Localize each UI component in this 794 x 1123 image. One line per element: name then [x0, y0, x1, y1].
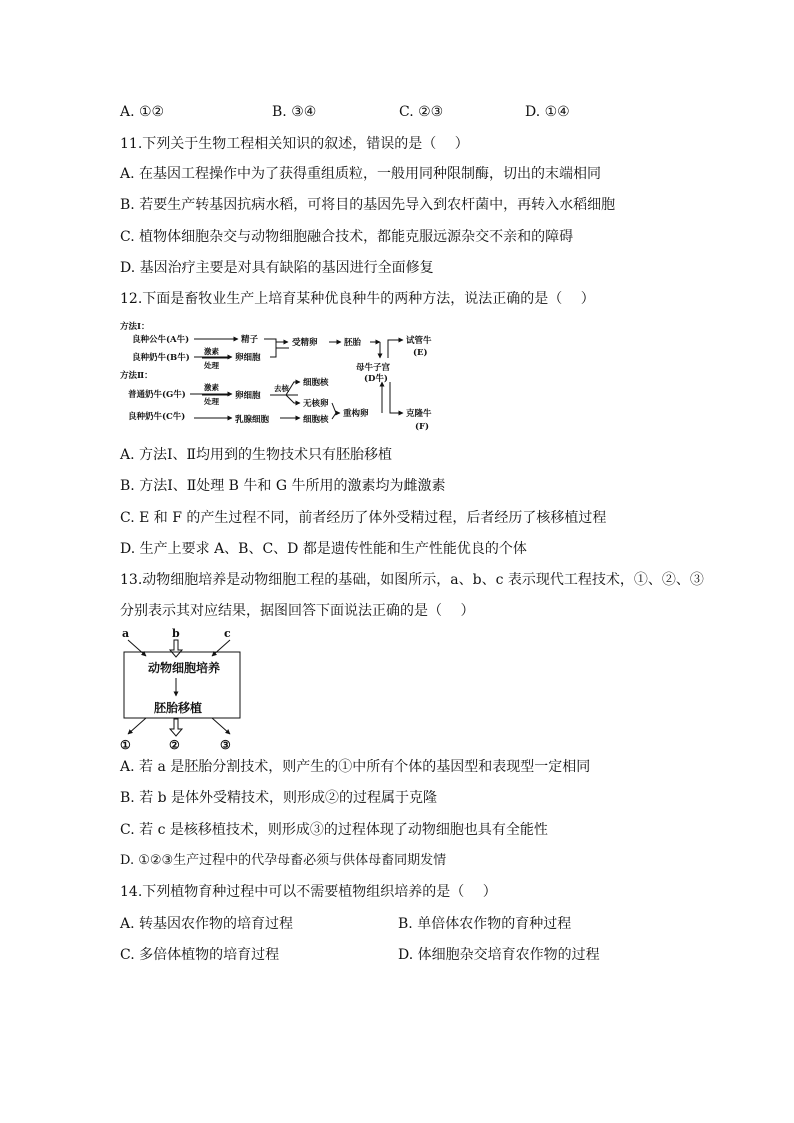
q10-option-c: C. ②③	[399, 104, 444, 120]
embryo-transfer-label: 胚胎移植	[154, 701, 203, 715]
testtube-e-label: (E)	[413, 348, 428, 358]
q12-option-b: B. 方法Ⅰ、Ⅱ处理 B 牛和 G 牛所用的激素均为雌激素	[120, 478, 446, 494]
q14-option-b: B. 单倍体农作物的育种过程	[398, 916, 572, 932]
egg-label-1: 卵细胞	[235, 353, 261, 363]
q11-option-d: D. 基因治疗主要是对具有缺陷的基因进行全面修复	[120, 260, 434, 276]
q12-option-a: A. 方法Ⅰ、Ⅱ均用到的生物技术只有胚胎移植	[120, 447, 393, 463]
animal-cell-culture-label: 动物细胞培养	[148, 661, 221, 675]
nucleus-label-2: 细胞核	[303, 415, 329, 425]
q11-option-b: B. 若要生产转基因抗病水稻，可将目的基因先导入到农杆菌中，再转入水稻细胞	[120, 197, 616, 213]
q14-option-d: D. 体细胞杂交培育农作物的过程	[398, 947, 600, 963]
q10-option-a: A. ①②	[120, 104, 165, 120]
q10-option-b: B. ③④	[272, 104, 317, 120]
q13-option-b: B. 若 b 是体外受精技术，则形成②的过程属于克隆	[120, 790, 438, 806]
remove-nucleus-label: 去核	[274, 384, 289, 393]
label-c: c	[224, 627, 231, 640]
hormone-label-1: 激素	[204, 347, 219, 356]
uterus-label: 母牛子宫	[356, 363, 391, 373]
testtube-label: 试管牛	[406, 336, 432, 346]
q13-option-c: C. 若 c 是核移植技术，则形成③的过程体现了动物细胞也具有全能性	[120, 822, 548, 838]
q11-option-c: C. 植物体细胞杂交与动物细胞融合技术，都能克服远源杂交不亲和的障碍	[120, 229, 574, 245]
clone-f-label: (F)	[415, 422, 430, 432]
result-2-label: ②	[169, 738, 180, 752]
cow-g-label: 普通奶牛(G牛)	[128, 390, 186, 400]
q12-option-d: D. 生产上要求 A、B、C、D 都是遗传性能和生产性能优良的个体	[120, 541, 527, 557]
q12-option-c: C. E 和 F 的产生过程不同，前者经历了体外受精过程，后者经历了核移植过程	[120, 510, 607, 526]
q13-stem-line1: 13.动物细胞培养是动物细胞工程的基础，如图所示，a、b、c 表示现代工程技术，①、②、③	[120, 572, 704, 588]
result-1-label: ①	[120, 738, 131, 752]
bull-a-label: 良种公牛(A牛)	[132, 335, 190, 345]
fertilized-egg-label: 受精卵	[292, 338, 318, 348]
q11-stem: 11.下列关于生物工程相关知识的叙述，错误的是（ ）	[120, 136, 469, 152]
method1-label: 方法Ⅰ：	[120, 322, 150, 332]
egg-label-2: 卵细胞	[235, 391, 261, 401]
enucleated-egg-label: 无核卵	[303, 399, 329, 409]
q14-option-a: A. 转基因农作物的培育过程	[120, 916, 294, 932]
cow-c-label: 良种奶牛(C牛)	[128, 412, 186, 422]
treat-label-2: 处理	[204, 397, 219, 406]
embryo-label: 胚胎	[344, 338, 362, 348]
q12-breeding-diagram	[118, 318, 448, 436]
hormone-label-2: 激素	[204, 383, 219, 392]
clone-label: 克隆牛	[406, 409, 432, 419]
q13-cell-culture-diagram	[118, 626, 248, 754]
method2-label: 方法Ⅱ：	[120, 371, 153, 381]
cow-b-label: 良种奶牛(B牛)	[132, 353, 190, 363]
q11-option-a: A. 在基因工程操作中为了获得重组质粒，一般用同种限制酶，切出的末端相同	[120, 166, 602, 182]
q13-stem-line2: 分别表示其对应结果，据图回答下面说法正确的是（ ）	[120, 603, 475, 619]
label-b: b	[172, 627, 180, 640]
result-3-label: ③	[220, 738, 231, 752]
q10-option-d: D. ①④	[525, 104, 570, 120]
reconstructed-egg-label: 重构卵	[343, 409, 369, 419]
sperm-label: 精子	[241, 335, 259, 345]
q13-option-a: A. 若 a 是胚胎分割技术，则产生的①中所有个体的基因型和表现型一定相同	[120, 759, 591, 775]
q14-option-c: C. 多倍体植物的培育过程	[120, 947, 280, 963]
cow-d-label: (D牛)	[364, 374, 388, 384]
q14-stem: 14.下列植物育种过程中可以不需要植物组织培养的是（ ）	[120, 884, 497, 900]
mammary-cell-label: 乳腺细胞	[235, 415, 270, 425]
label-a: a	[122, 627, 130, 640]
treat-label-1: 处理	[204, 361, 219, 370]
q13-option-d: D. ①②③生产过程中的代孕母畜必须与供体母畜同期发情	[120, 853, 447, 868]
q12-stem: 12.下面是畜牧业生产上培育某种优良种牛的两种方法，说法正确的是（ ）	[120, 291, 595, 307]
nucleus-label-1: 细胞核	[303, 378, 329, 388]
